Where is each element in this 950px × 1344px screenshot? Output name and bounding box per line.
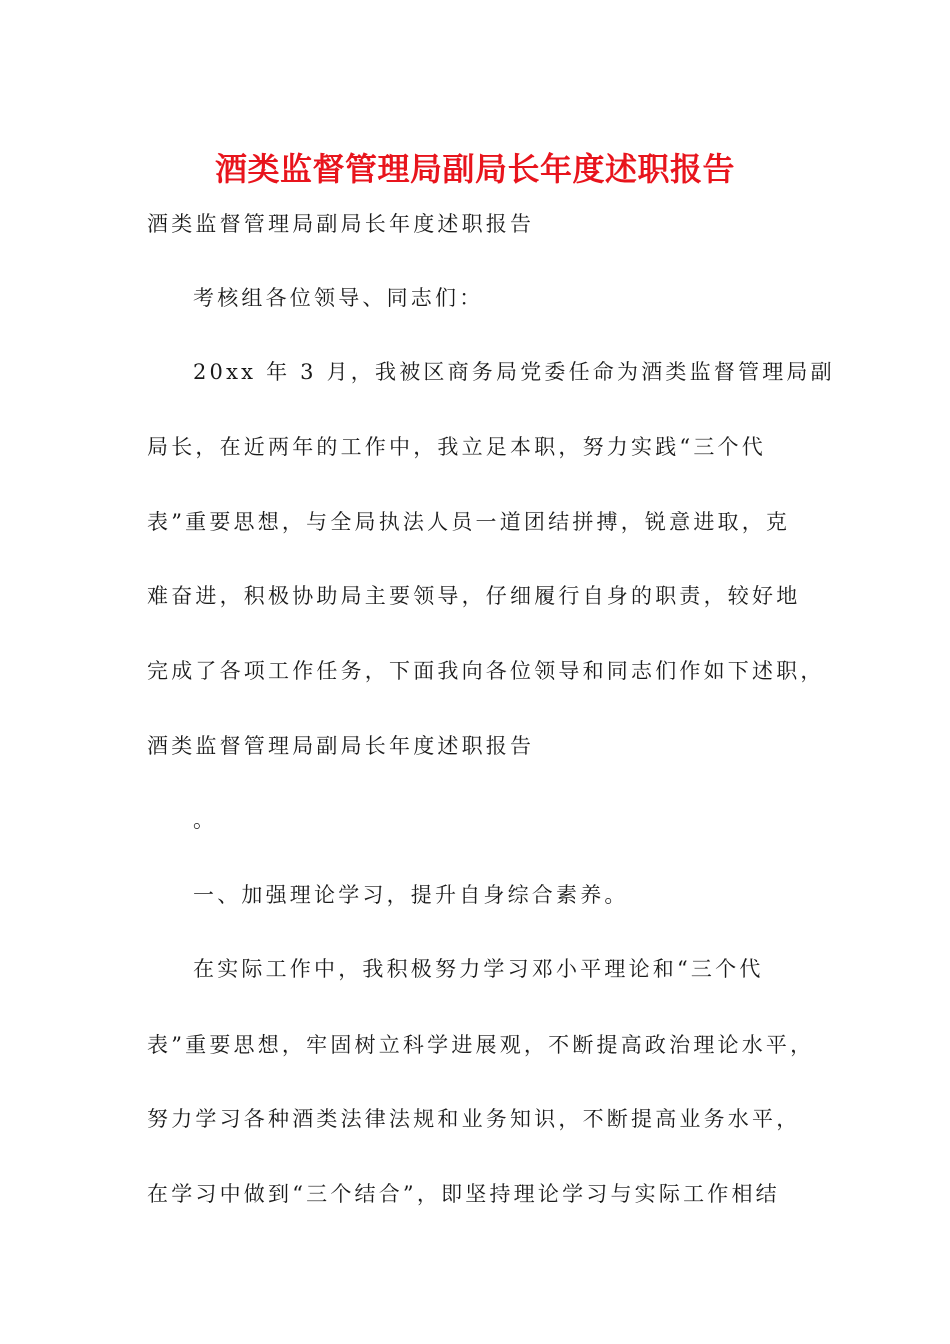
document-title: 酒类监督管理局副局长年度述职报告 [214,150,735,188]
paragraph-line: 在学习中做到“三个结合”，即坚持理论学习与实际工作相结 [147,1182,780,1206]
paragraph-line: 表”重要思想，牢固树立科学进展观，不断提高政治理论水平， [147,1033,815,1057]
paragraph-line: 。 [193,808,218,832]
section-heading: 一、加强理论学习，提升自身综合素养。 [193,883,629,907]
paragraph-line: 20xx 年 3 月，我被区商务局党委任命为酒类监督管理局副 [193,360,835,384]
paragraph-line: 酒类监督管理局副局长年度述职报告 [147,734,535,758]
paragraph-line: 在实际工作中，我积极努力学习邓小平理论和“三个代 [193,957,764,981]
paragraph-line: 努力学习各种酒类法律法规和业务知识，不断提高业务水平， [147,1107,801,1131]
subtitle-line: 酒类监督管理局副局长年度述职报告 [147,212,535,236]
paragraph-line: 表”重要思想，与全局执法人员一道团结拼搏，锐意进取，克 [147,510,791,534]
paragraph-line: 难奋进，积极协助局主要领导，仔细履行自身的职责，较好地 [147,584,801,608]
salutation-line: 考核组各位领导、同志们： [193,286,484,310]
paragraph-line: 完成了各项工作任务，下面我向各位领导和同志们作如下述职， [147,659,825,683]
paragraph-line: 局长，在近两年的工作中，我立足本职，努力实践“三个代 [147,435,766,459]
